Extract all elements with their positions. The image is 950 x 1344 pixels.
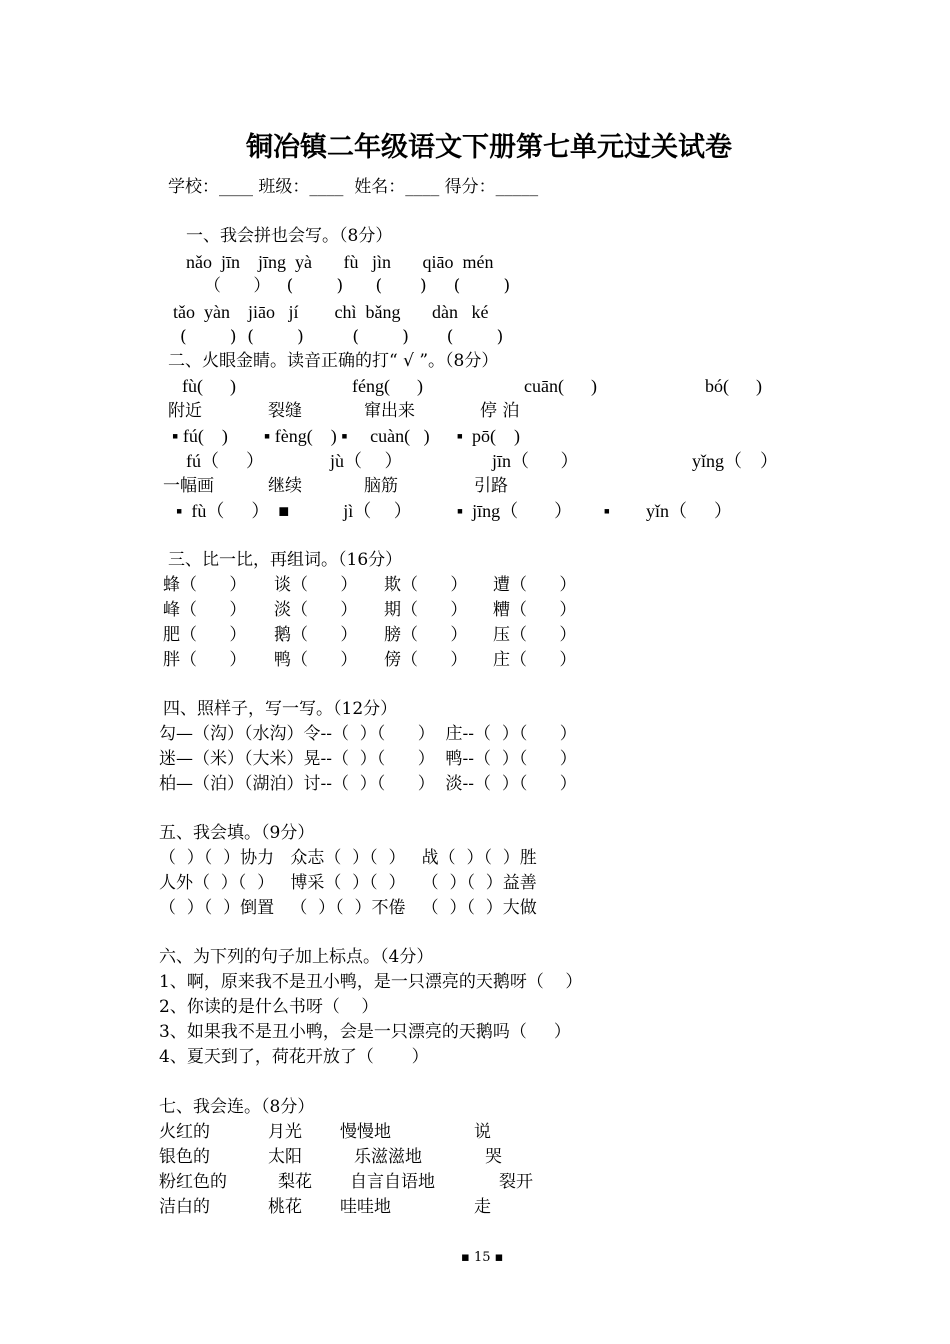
pinyin-option: bó( )	[705, 376, 762, 396]
pinyin-row: tǎo yàn jiāo jí chì bǎng dàn ké	[173, 302, 489, 322]
section-6-heading: 六、为下列的句子加上标点。（4分）	[159, 947, 434, 967]
sentence-item: 3、如果我不是丑小鸭，会是一只漂亮的天鹅吗（ ）	[159, 1022, 571, 1042]
pinyin-row: nǎo jīn jīng yà fù jìn qiāo mén	[186, 252, 494, 272]
word: 裂缝	[268, 401, 302, 421]
sentence-item: 4、夏天到了，荷花开放了（ ）	[159, 1047, 429, 1067]
pinyin-option: fú（ ）	[186, 451, 264, 471]
word-group-cell: 鸭（ ）	[274, 650, 358, 670]
word: 继续	[268, 476, 302, 496]
example-row: 柏—（泊）（湖泊）讨--（ ）（ ） 淡--（ ）（ ）	[159, 774, 577, 794]
sentence-item: 2、你读的是什么书呀（ ）	[159, 997, 379, 1017]
match-col1-item: 粉红色的	[159, 1172, 227, 1192]
word-group-cell: 谈（ ）	[274, 575, 358, 595]
match-col4-item: 哭	[485, 1147, 502, 1167]
match-col1-item: 洁白的	[159, 1197, 210, 1217]
answer-blanks-row: （ ） ( ) ( ) ( )	[204, 276, 511, 296]
word: 一幅画	[163, 476, 214, 496]
match-col2-item: 梨花	[278, 1172, 312, 1192]
match-col1-item: 火红的	[159, 1122, 210, 1142]
pinyin-option: cuān( )	[524, 376, 597, 396]
pinyin-option: jù（ ）	[330, 451, 403, 471]
pinyin-option: fù( )	[182, 376, 236, 396]
pinyin-alternatives-row: ▪ fù（ ） ■ jì（ ） ▪ jīng（ ） ▪ yǐn（ ）	[176, 501, 733, 521]
word: 引路	[474, 476, 508, 496]
match-col2-item: 桃花	[268, 1197, 302, 1217]
match-col3-item: 慢慢地	[340, 1122, 391, 1142]
word-group-cell: 蜂（ ）	[163, 575, 247, 595]
pinyin-option: jīn（ ）	[492, 451, 579, 471]
section-4-heading: 四、照样子，写一写。（12分）	[163, 699, 398, 719]
word: 停 泊	[480, 401, 520, 421]
word-group-cell: 峰（ ）	[163, 600, 247, 620]
idiom-row: （ ）（ ）倒置 （ ）（ ）不倦 （ ）（ ）大做	[159, 898, 537, 918]
match-col4-item: 说	[474, 1122, 491, 1142]
section-1-heading: 一、我会拼也会写。（8分）	[186, 226, 393, 246]
word-group-cell: 庄（ ）	[493, 650, 577, 670]
example-row: 迷—（米）（大米）晃--（ ）（ ） 鸭--（ ）（ ）	[159, 749, 577, 769]
idiom-row: 人外（ ）（ ） 博采（ ）（ ） （ ）（ ）益善	[159, 873, 537, 893]
section-7-heading: 七、我会连。（8分）	[159, 1097, 315, 1117]
word-group-cell: 遭（ ）	[493, 575, 577, 595]
word-group-cell: 糟（ ）	[493, 600, 577, 620]
match-col2-item: 太阳	[268, 1147, 302, 1167]
word: 窜出来	[364, 401, 415, 421]
word-group-cell: 傍（ ）	[384, 650, 468, 670]
pinyin-option: yǐng（ ）	[692, 451, 779, 471]
word-group-cell: 胖（ ）	[163, 650, 247, 670]
word: 脑筋	[364, 476, 398, 496]
word-group-cell: 膀（ ）	[384, 625, 468, 645]
sentence-item: 1、啊，原来我不是丑小鸭，是一只漂亮的天鹅呀（ ）	[159, 972, 583, 992]
match-col3-item: 自言自语地	[350, 1172, 435, 1192]
pinyin-option: féng( )	[352, 376, 423, 396]
word-group-cell: 期（ ）	[384, 600, 468, 620]
word: 附近	[168, 401, 202, 421]
word-group-cell: 淡（ ）	[274, 600, 358, 620]
student-info-line: 学校：____ 班级：____ 姓名：____ 得分：_____	[168, 177, 539, 197]
pinyin-alternatives-row: ▪ fú( ) ▪ fèng( ) ▪ cuàn( ) ▪ pō( )	[172, 426, 520, 446]
match-col3-item: 哇哇地	[340, 1197, 391, 1217]
match-col4-item: 裂开	[499, 1172, 533, 1192]
match-col3-item: 乐滋滋地	[354, 1147, 422, 1167]
word-group-cell: 鹅（ ）	[274, 625, 358, 645]
section-5-heading: 五、我会填。（9分）	[159, 823, 315, 843]
exam-title: 铜冶镇二年级语文下册第七单元过关试卷	[246, 132, 732, 163]
section-3-heading: 三、比一比，再组词。（16分）	[168, 550, 403, 570]
answer-blanks-row: ( ) ( ) ( ) ( )	[180, 327, 504, 347]
idiom-row: （ ）（ ）协力 众志（ ）（ ） 战（ ）（ ）胜	[159, 848, 537, 868]
match-col4-item: 走	[474, 1197, 491, 1217]
word-group-cell: 压（ ）	[493, 625, 577, 645]
word-group-cell: 欺（ ）	[384, 575, 468, 595]
page-number: ▪ 15 ▪	[461, 1250, 504, 1265]
word-group-cell: 肥（ ）	[163, 625, 247, 645]
example-row: 勾—（沟）（水沟）令--（ ）（ ） 庄--（ ）（ ）	[159, 724, 577, 744]
match-col1-item: 银色的	[159, 1147, 210, 1167]
match-col2-item: 月光	[268, 1122, 302, 1142]
section-2-heading: 二、火眼金睛。读音正确的打“ √ ”。（8分）	[168, 351, 499, 371]
